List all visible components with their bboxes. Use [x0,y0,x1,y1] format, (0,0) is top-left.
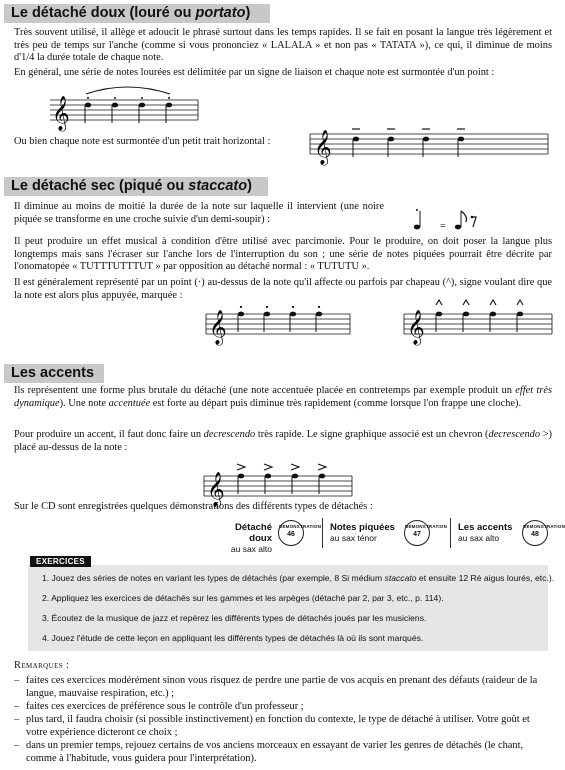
cd-item-subtitle: au sax ténor [330,533,377,543]
remark-text: faites ces exercices modérément sinon vous risquez de perdre une partie de vos acquis en prenant des défauts (raideur de la langue, mauvaise respiration, etc.) ; [26,675,538,699]
exercise-item [42,573,555,583]
exercise-text: et ensuite 12 Ré aigus lourés, etc.). [416,573,555,583]
text-run: est forte au départ puis diminue très rapidement (comme lorsque l'on frappe une cloche). [150,397,522,409]
equals-sign: = [440,221,446,232]
cd-disc-icon [404,520,448,546]
staff-loure-slur [50,84,200,130]
disc-track-number: 46 [287,531,295,538]
cd-item-detache-doux[interactable] [212,522,272,554]
doux-paragraph-3: Ou bien chaque note est surmontée d'un petit trait horizontal : [14,136,271,147]
disc-label: DÉMONSTRATION [405,524,448,529]
note-equivalence [412,207,502,238]
section-heading-accents: Les accents [4,364,104,383]
heading-text: Le détaché sec (piqué ou [11,178,189,194]
disc-label: DÉMONSTRATION [523,524,565,529]
section-heading-detache-doux [4,4,270,23]
cd-item-subtitle: au sax alto [230,544,272,554]
italic-run: decrescendo [488,429,541,440]
cd-disc-icon [522,520,565,546]
cd-separator [450,518,451,548]
disc-track-number: 47 [413,531,421,538]
sec-paragraph-3: Il est généralement représenté par un point (·) au-dessus de la note qu'il affecte ou parfois par chapeau (^), signe voulant dire que la note est alors plus appuyée, marquée : [14,277,552,301]
svg-text:𝄞: 𝄞 [207,472,225,507]
heading-close: ) [247,178,252,194]
accents-paragraph-2 [14,429,552,454]
cd-separator [322,518,323,548]
text-run: Pour produire un accent, il faut donc faire un [14,429,204,440]
remark-item [14,714,552,739]
svg-text:𝄞: 𝄞 [52,96,70,131]
heading-italic: portato [195,5,246,21]
heading-text: Le détaché doux (louré ou [11,5,196,21]
staff-loure-tenuto [310,124,550,164]
exercises-tab: EXERCICES [30,556,91,567]
remarks-title: Remarques : [14,660,70,671]
italic-run: accentuée [108,397,151,409]
cd-item-title: Notes piquées [330,522,395,533]
accents-paragraph-1 [14,385,552,410]
disc-track-number: 48 [531,531,539,538]
heading-close: ) [245,5,251,21]
list-dash: – [14,740,20,751]
list-dash: – [14,714,20,725]
remark-item [14,675,552,700]
cd-intro: Sur le CD sont enregistrées quelques démonstrations des différents types de détachés : [14,501,373,512]
doux-paragraph-1: Très souvent utilisé, il allège et adoucit le phrasé surtout dans les temps rapides. Il se fait en posant la langue très légèrement et très peu de temps sur l'anche (comme si vous prononciez « LALALA » et non pas « TATATA »), ce qui, il diminue de moins d'1/4 la durée totale de chaque note. [14,27,552,64]
svg-text:𝄞: 𝄞 [209,310,227,345]
remark-text: plus tard, il faudra choisir (si possible instinctivement) en fonction du contexte, le type de détaché à utiliser. Votre goût et votre expérience dicteront ce choix ; [26,714,530,738]
staff-accents [204,460,354,506]
cd-item-title: Les accents [458,522,513,533]
remark-item [14,701,552,714]
svg-text:𝄞: 𝄞 [407,310,425,345]
remark-item [14,740,552,765]
cd-item-subtitle: au sax alto [458,533,500,543]
staff-staccato-dots [206,304,352,346]
italic-run: decrescendo [203,429,256,440]
staff-staccato-marcato [404,298,554,346]
text-run: Ils représentent une forme plus brutale du détaché (une note accentuée placée en contretemps par exemple produit un [14,385,516,396]
heading-italic: staccato [188,178,248,194]
exercise-item: 3. Écoutez de la musique de jazz et repérez les différents types de détachés joués par les musiciens. [42,613,427,623]
text-run: très rapide. Le signe graphique associé est un chevron ( [255,429,489,440]
sec-paragraph-2: Il peut produire un effet musical à condition d'être utilisé avec parcimonie. Pour le produire, on doit poser la langue plus longtemps mais sans l'écraser sur l'anche lors de l'interruption du son ; une série de notes piquées pourrait être décrite par l'onomatopée « TUTTTUTTTUT » par opposition au détaché normal : « TUTUTU ». [14,236,552,273]
cd-demonstrations [212,520,565,556]
remark-text: faites ces exercices de préférence sous le contrôle d'un professeur ; [26,701,304,712]
cd-item-title: Détaché doux [235,522,272,544]
text-run: ). Une note [59,397,109,409]
svg-text:𝄞: 𝄞 [314,130,332,165]
cd-disc-icon [278,520,322,546]
list-dash: – [14,701,20,712]
list-dash: – [14,675,20,686]
sec-paragraph-1: Il diminue au moins de moitié la durée de la note sur laquelle il intervient (une noire piquée se transforme en une croche suivie d'un demi-soupir) : [14,201,384,225]
remark-text: dans un premier temps, rejouez certains de vos anciens morceaux en essayant de varier les genres de détachés (le chant, comme à l'habitude, vous guidera pour l'interprétation). [26,740,524,764]
exercise-item: 2. Appliquez les exercices de détachés sur les gammes et les arpèges (détaché par 2, par 3, etc., p. 114). [42,593,444,603]
cd-item-notes-piquees[interactable] [330,522,402,543]
exercise-italic: staccato [384,573,417,583]
italic-run: effet très dynamique [14,385,552,409]
cd-item-accents[interactable] [458,522,520,543]
disc-label: DÉMONSTRATION [279,524,322,529]
doux-paragraph-2: En général, une série de notes lourées est délimitée par un signe de liaison et chaque note est surmontée d'un point : [14,67,495,78]
section-heading-detache-sec [4,177,268,196]
text-run: >) placé au-dessus de la note : [14,429,553,453]
exercise-text: 1. Jouez des séries de notes en variant les types de détachés (par exemple, 8 Si médium [42,573,385,583]
exercise-item: 4. Jouez l'étude de cette leçon en appliquant les différents types de détachés là où ils sont marqués. [42,633,424,643]
